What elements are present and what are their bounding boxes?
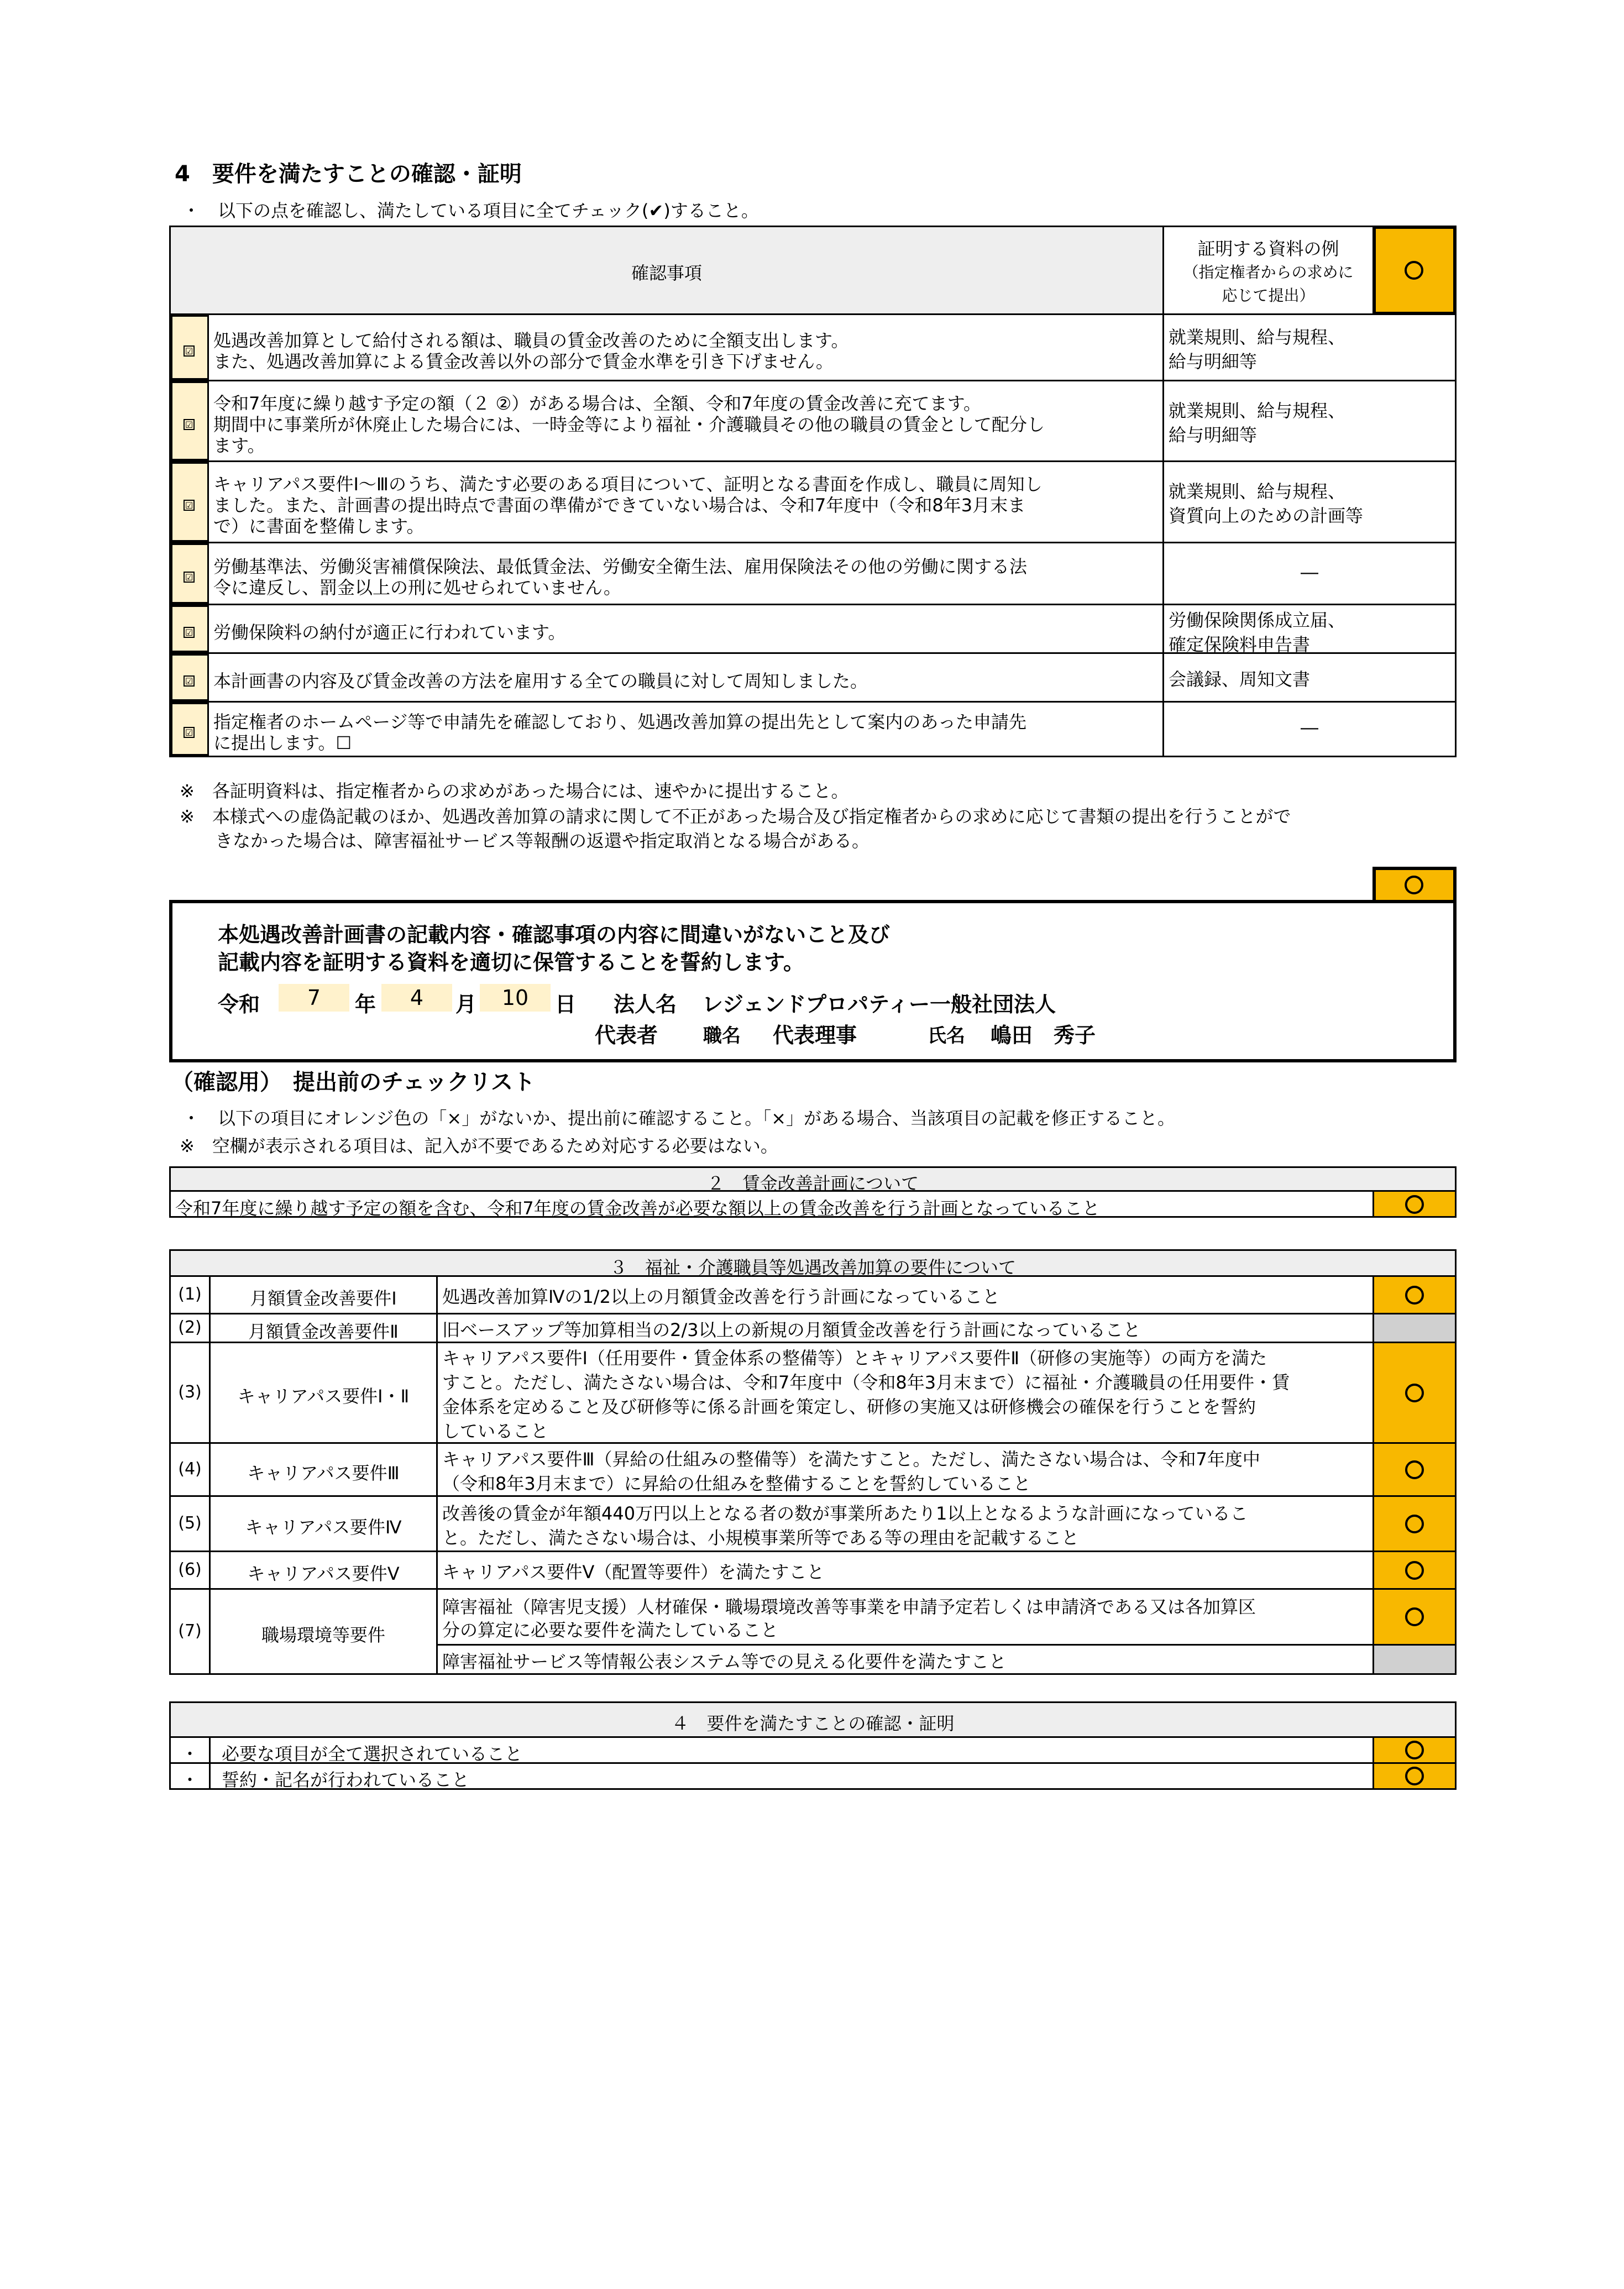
s3-row-desc-text: していること (442, 1421, 549, 1442)
name-value: 嶋田 秀子 (991, 1023, 1096, 1047)
name-label: 氏名 (928, 1025, 965, 1047)
s2-status-cell (1372, 1190, 1457, 1218)
checkbox-checked-icon[interactable]: ☑ (184, 572, 195, 583)
checkbox-checked-icon[interactable]: ☑ (184, 727, 195, 738)
proof-item (1162, 701, 1457, 757)
s3-row-name (209, 1551, 438, 1590)
confirm-item-text: 期間中に事業所が休廃止した場合には、一時金等により福祉・介護職員その他の職員の賃金として配分し (213, 413, 1045, 435)
s3-row-desc-text: 分の算定に必要な要件を満たしていること (442, 1620, 779, 1641)
confirm-item-text: に提出します。☐ (213, 732, 352, 753)
proof-item-text: 資質向上のための計画等 (1169, 505, 1364, 526)
checkbox-checked-icon[interactable]: ☑ (184, 675, 195, 687)
proof-item-text: 給与明細等 (1169, 350, 1258, 372)
confirm-item (207, 652, 1164, 703)
s4-row-text: 必要な項目が全て選択されていること (222, 1743, 523, 1764)
note-1: ※ 各証明資料は、指定権者からの求めがあった場合には、速やかに提出すること。 (180, 781, 849, 802)
table-header-item (169, 226, 1164, 315)
circle-ok-icon (1405, 1286, 1424, 1305)
s3-row-desc-text: （令和8年3月末まで）に昇給の仕組みを整備することを誓約していること (442, 1473, 1031, 1494)
s3-row-desc-text: と。ただし、満たさない場合は、小規模事業所等である等の理由を記載すること (442, 1527, 1080, 1548)
s3-row-name (209, 1275, 438, 1314)
confirm-item-text: で）に書面を整備します。 (213, 516, 425, 537)
check-cell (169, 380, 209, 462)
circle-ok-icon (1405, 261, 1423, 280)
year-label: 年 (355, 992, 376, 1017)
confirm-item-text: 処遇改善加算として給付される額は、職員の賃金改善のために全額支出します。 (213, 329, 849, 351)
confirm-item-text: 本計画書の内容及び賃金改善の方法を雇用する全ての職員に対して周知しました。 (213, 670, 868, 692)
s3-status-cell (1372, 1495, 1457, 1552)
position-value: 代表理事 (773, 1023, 857, 1047)
s3-row-desc-text: 処遇改善加算Ⅳの1/2以上の月額賃金改善を行う計画になっていること (442, 1286, 1000, 1307)
check-cell (169, 542, 209, 605)
circle-ok-icon (1405, 1741, 1424, 1759)
s4-row-text: 誓約・記名が行われていること (222, 1769, 470, 1790)
s3-status-cell-empty (1372, 1313, 1457, 1343)
check-cell (169, 652, 209, 703)
s3-row-name-text: キャリアパス要件Ⅰ・Ⅱ (237, 1385, 410, 1407)
s4-status-cell (1372, 1736, 1457, 1764)
proof-item-text: 就業規則、給与規程、 (1169, 400, 1346, 421)
s4-bullet: ・ (181, 1743, 199, 1764)
s3-row-name-text: 月額賃金改善要件Ⅰ (250, 1287, 397, 1309)
section4-status-cell (1372, 226, 1457, 315)
proof-item-text: 確定保険料申告書 (1169, 634, 1311, 655)
proof-item-text: ― (1301, 717, 1318, 738)
s3-row-desc-text: 改善後の賃金が年額440万円以上となる者の数が事業所あたり1以上となるような計画になっているこ (442, 1502, 1248, 1524)
era-label: 令和 (218, 992, 260, 1017)
month-label: 月 (455, 992, 477, 1017)
proof-item (1162, 652, 1457, 703)
day-field[interactable]: 10 (480, 984, 551, 1012)
confirm-item (207, 313, 1164, 381)
s3-row-desc (436, 1588, 1374, 1646)
checklist-note1: ・ 以下の項目にオレンジ色の「×」がないか、提出前に確認すること。「×」がある場合、当該項目の記載を修正すること。 (182, 1108, 1176, 1129)
s3-status-cell (1372, 1275, 1457, 1314)
proof-item (1162, 604, 1457, 654)
s2-title: ２ 賃金改善計画について (706, 1173, 919, 1194)
s3-row-no (169, 1313, 211, 1343)
s3-row-desc-text: キャリアパス要件Ⅲ（昇給の仕組みの整備等）を満たすこと。ただし、満たさない場合は、令和7年度中 (442, 1448, 1260, 1470)
confirm-item (207, 460, 1164, 543)
s3-row-desc (436, 1551, 1374, 1590)
circle-ok-icon (1405, 1384, 1424, 1402)
s4-bullet-cell (169, 1762, 211, 1790)
pledge-line2: 記載内容を証明する資料を適切に保管することを誓約します。 (218, 950, 804, 975)
s3-row-desc (436, 1495, 1374, 1552)
s3-row-no (169, 1342, 211, 1444)
checkbox-checked-icon[interactable]: ☑ (184, 627, 195, 638)
s3-row-name-text: キャリアパス要件Ⅴ (247, 1563, 400, 1584)
s3-row-name-text: キャリアパス要件Ⅳ (245, 1516, 402, 1538)
corp-label: 法人名 (614, 992, 677, 1017)
check-cell (169, 313, 209, 381)
s3-row-no-text: (2) (178, 1317, 202, 1337)
checklist-note2: ※ 空欄が表示される項目は、記入が不要であるため対応する必要はない。 (180, 1135, 778, 1156)
check-cell (169, 604, 209, 654)
s4-row (209, 1762, 1374, 1790)
s3-row-desc-text: キャリアパス要件Ⅰ（任用要件・賃金体系の整備等）とキャリアパス要件Ⅱ（研修の実施等）の両方を満た (442, 1348, 1267, 1369)
s3-row-no (169, 1588, 211, 1675)
s3-row-no (169, 1442, 211, 1497)
s4-bullet: ・ (181, 1769, 199, 1790)
header-confirm-label: 確認事項 (631, 263, 702, 284)
s3-status-cell (1372, 1342, 1457, 1444)
s3-status-cell-empty (1372, 1644, 1457, 1675)
s3-row-desc (436, 1342, 1374, 1444)
s3-row-name-text: 職場環境等要件 (261, 1624, 385, 1646)
corp-name: レジェンドプロパティー一般社団法人 (702, 992, 1056, 1017)
s3-row-name (209, 1313, 438, 1343)
s3-row-desc-text: 金体系を定めること及び研修等に係る計画を策定し、研修の実施又は研修機会の確保を行うことを誓約 (442, 1396, 1256, 1417)
year-field[interactable]: 7 (279, 984, 349, 1012)
s3-status-cell (1372, 1588, 1457, 1646)
check-cell (169, 701, 209, 757)
circle-ok-icon (1405, 1767, 1424, 1785)
s3-row-desc (436, 1313, 1374, 1343)
confirm-item-text: 令和7年度に繰り越す予定の額（２ ②）がある場合は、全額、令和7年度の賃金改善に充てます。 (213, 392, 982, 414)
s4-title: ４ 要件を満たすことの確認・証明 (671, 1713, 955, 1734)
s3-status-cell (1372, 1442, 1457, 1497)
s2-row (169, 1190, 1374, 1218)
s3-row-desc (436, 1275, 1374, 1314)
proof-item-text: 就業規則、給与規程、 (1169, 326, 1346, 348)
header-proof-line1: 証明する資料の例 (1197, 238, 1339, 259)
circle-ok-icon (1405, 1195, 1424, 1214)
position-label: 職名 (703, 1025, 741, 1047)
s2-row-text: 令和7年度に繰り越す予定の額を含む、令和7年度の賃金改善が必要な額以上の賃金改善を行う計画となっていること (175, 1198, 1100, 1219)
table-header-proof (1162, 226, 1374, 315)
s3-row-name (209, 1442, 438, 1497)
s3-row-no-text: (6) (178, 1559, 202, 1579)
confirm-item (207, 701, 1164, 757)
confirm-item-text: また、処遇改善加算による賃金改善以外の部分で賃金水準を引き下げません。 (213, 350, 834, 372)
s3-row-name-text: キャリアパス要件Ⅲ (247, 1462, 400, 1484)
s3-row-no (169, 1551, 211, 1590)
s3-row-no-text: (1) (178, 1284, 202, 1304)
proof-item-text: ― (1301, 561, 1318, 583)
section4-instruction: ・ 以下の点を確認し、満たしている項目に全てチェック(✔)すること。 (182, 200, 759, 221)
s3-row-desc-text: 旧ベースアップ等加算相当の2/3以上の新規の月額賃金改善を行う計画になっていること (442, 1319, 1141, 1340)
s3-row-no-text: (3) (178, 1382, 202, 1402)
s3-row-no-text: (5) (178, 1513, 202, 1533)
confirm-item-text: 労働保険料の納付が適正に行われています。 (213, 621, 566, 643)
s3-row-no-text: (7) (178, 1621, 202, 1641)
s4-status-cell (1372, 1762, 1457, 1790)
circle-ok-icon (1405, 876, 1423, 894)
s3-status-cell (1372, 1551, 1457, 1590)
pledge-status-cell (1372, 867, 1457, 903)
header-proof-line2: （指定権者からの求めに (1183, 263, 1354, 281)
confirm-item-text: ました。また、計画書の提出時点で書面の準備ができていない場合は、令和7年度中（令和8年3月末ま (213, 495, 1026, 516)
confirm-item (207, 604, 1164, 654)
proof-item-text: 労働保険関係成立届、 (1169, 610, 1346, 631)
proof-item-text: 給与明細等 (1169, 424, 1258, 446)
note-3: きなかった場合は、障害福祉サービス等報酬の返還や指定取消となる場合がある。 (180, 830, 870, 851)
pledge-line1: 本処遇改善計画書の記載内容・確認事項の内容に間違いがないこと及び (218, 923, 890, 947)
day-label: 日 (555, 992, 577, 1017)
proof-item (1162, 542, 1457, 605)
s3-title: ３ 福祉・介護職員等処遇改善加算の要件について (609, 1257, 1017, 1278)
confirm-item-text: キャリアパス要件Ⅰ～Ⅲのうち、満たす必要のある項目について、証明となる書面を作成し、職員に周知し (213, 474, 1042, 495)
proof-item (1162, 460, 1457, 543)
month-field[interactable]: 4 (381, 984, 452, 1012)
s3-row-name-text: 月額賃金改善要件Ⅱ (248, 1321, 399, 1342)
confirm-item-text: 労働基準法、労働災害補償保険法、最低賃金法、労働安全衛生法、雇用保険法その他の労働に関する法 (213, 556, 1028, 577)
checkbox-checked-icon[interactable]: ☑ (184, 345, 195, 357)
checkbox-checked-icon[interactable]: ☑ (184, 500, 195, 511)
confirm-item-text: 指定権者のホームページ等で申請先を確認しており、処遇改善加算の提出先として案内のあった申請先 (213, 711, 1027, 732)
pledge-box (169, 900, 1457, 1062)
s3-row-name (209, 1588, 438, 1675)
s4-row (209, 1736, 1374, 1764)
s3-header (169, 1249, 1457, 1277)
s3-row-name (209, 1495, 438, 1552)
proof-item (1162, 313, 1457, 381)
circle-ok-icon (1405, 1460, 1424, 1479)
checklist-title: （確認用） 提出前のチェックリスト (171, 1070, 535, 1095)
s3-row-name (209, 1342, 438, 1444)
circle-ok-icon (1405, 1561, 1424, 1580)
confirm-item (207, 542, 1164, 605)
section4-title: 4 要件を満たすことの確認・証明 (175, 161, 522, 187)
s3-row-no-text: (4) (178, 1459, 202, 1479)
s3-row-desc-text: すこと。ただし、満たさない場合は、令和7年度中（令和8年3月末まで）に福祉・介護職員の任用要件・賃 (442, 1372, 1290, 1393)
circle-ok-icon (1405, 1515, 1424, 1533)
confirm-item-text: 令に違反し、罰金以上の刑に処せられていません。 (213, 577, 621, 598)
s4-bullet-cell (169, 1736, 211, 1764)
note-2: ※ 本様式への虚偽記載のほか、処遇改善加算の請求に関して不正があった場合及び指定権者からの求めに応じて書類の提出を行うことがで (180, 806, 1291, 827)
proof-item-text: 会議録、周知文書 (1169, 668, 1311, 690)
proof-item (1162, 380, 1457, 462)
s2-header (169, 1166, 1457, 1192)
rep-label: 代表者 (595, 1023, 658, 1047)
circle-ok-icon (1405, 1607, 1424, 1626)
s3-row-no (169, 1495, 211, 1552)
s3-row-sub (436, 1644, 1374, 1675)
s3-row-desc-text: キャリアパス要件Ⅴ（配置等要件）を満たすこと (442, 1561, 825, 1583)
s4-header (169, 1701, 1457, 1738)
s3-row-sub-text: 障害福祉サービス等情報公表システム等での見える化要件を満たすこと (442, 1651, 1007, 1672)
s3-row-desc (436, 1442, 1374, 1497)
s3-row-desc-text: 障害福祉（障害児支援）人材確保・職場環境改善等事業を申請予定若しくは申請済である又は各加算区 (442, 1596, 1256, 1617)
proof-item-text: 就業規則、給与規程、 (1169, 481, 1346, 502)
check-cell (169, 460, 209, 543)
confirm-item-text: ます。 (213, 434, 265, 456)
s3-row-no (169, 1275, 211, 1314)
header-proof-line3: 応じて提出） (1222, 286, 1315, 305)
checkbox-checked-icon[interactable]: ☑ (184, 419, 195, 430)
confirm-item (207, 380, 1164, 462)
